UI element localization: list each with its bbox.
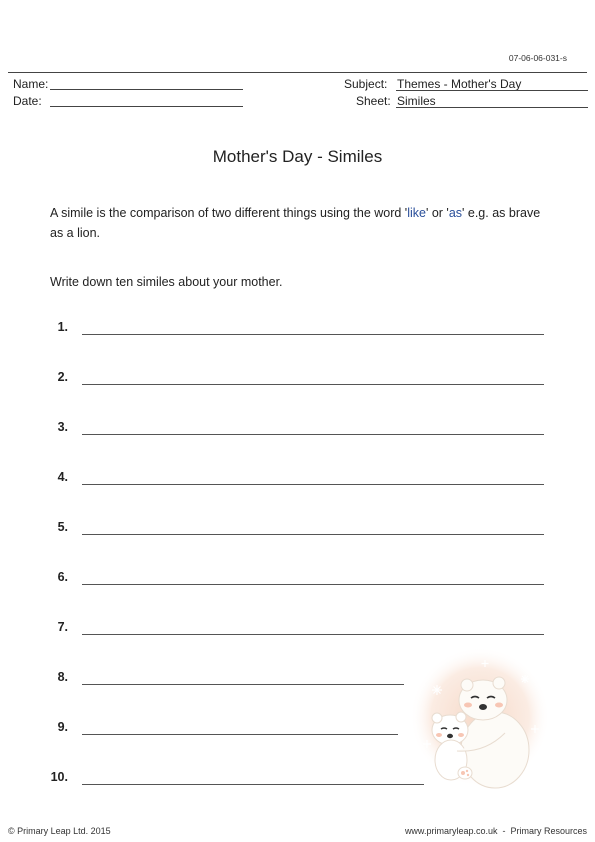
page-title: Mother's Day - Similes	[212, 147, 383, 166]
name-field[interactable]	[50, 89, 243, 90]
document-code: 07-06-06-031-s	[508, 53, 567, 63]
item-number-8: 8.	[57, 670, 68, 684]
intro-part-1: A simile is the comparison of two different things using the word '	[50, 206, 408, 220]
answer-line-6[interactable]	[82, 584, 544, 585]
answer-line-1[interactable]	[82, 334, 544, 335]
subject-label: Subject:	[344, 77, 388, 91]
item-number-4: 4.	[57, 470, 68, 484]
item-number-6: 6.	[57, 570, 68, 584]
header-top-rule	[8, 72, 587, 73]
name-label: Name:	[13, 77, 49, 91]
sheet-value: Similes	[397, 94, 436, 108]
footer-copyright: © Primary Leap Ltd. 2015	[8, 826, 111, 836]
date-label: Date:	[13, 94, 42, 108]
answer-line-9[interactable]	[82, 734, 398, 735]
highlight-like: like	[407, 206, 426, 220]
item-number-2: 2.	[57, 370, 68, 384]
item-number-3: 3.	[57, 420, 68, 434]
answer-line-3[interactable]	[82, 434, 544, 435]
subject-field-line	[396, 90, 588, 91]
intro-part-2: ' or '	[425, 206, 449, 220]
intro-paragraph	[50, 203, 545, 243]
answer-line-5[interactable]	[82, 534, 544, 535]
intro-part-3: ' e.g. as brave as a lion.	[50, 206, 541, 240]
item-number-5: 5.	[57, 520, 68, 534]
polar-bear-illustration	[405, 645, 555, 795]
item-number-7: 7.	[57, 620, 68, 634]
answer-line-4[interactable]	[82, 484, 544, 485]
answer-line-8[interactable]	[82, 684, 404, 685]
sheet-field-line	[396, 107, 588, 108]
date-field[interactable]	[50, 106, 243, 107]
subject-value: Themes - Mother's Day	[397, 77, 522, 91]
answer-line-2[interactable]	[82, 384, 544, 385]
instruction-text: Write down ten similes about your mother.	[50, 275, 283, 289]
highlight-as: as	[448, 206, 463, 220]
answer-line-10[interactable]	[82, 784, 424, 785]
item-number-9: 9.	[57, 720, 68, 734]
item-number-10: 10.	[50, 770, 68, 784]
footer-website: www.primaryleap.co.uk - Primary Resources	[404, 826, 587, 836]
sheet-label: Sheet:	[356, 94, 391, 108]
item-number-1: 1.	[57, 320, 68, 334]
answer-line-7[interactable]	[82, 634, 544, 635]
